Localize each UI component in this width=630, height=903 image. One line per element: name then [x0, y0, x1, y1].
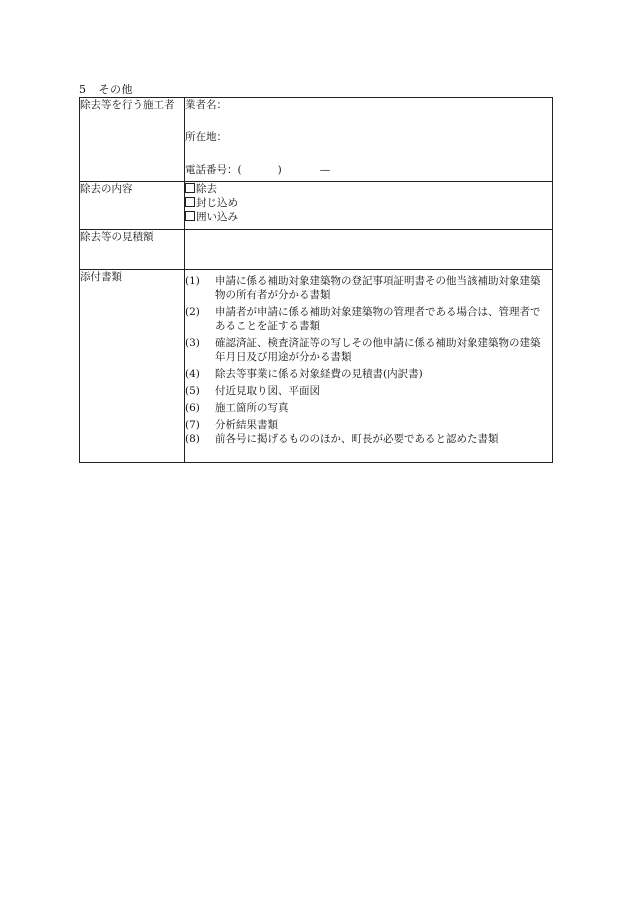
attachment-item [185, 336, 546, 364]
attachment-num: (8) [185, 433, 200, 445]
content-value [185, 182, 553, 230]
attachment-item [185, 432, 546, 446]
attachment-text: 申請者が申請に係る補助対象建築物の管理者である場合は、管理者であることを証する書類 [215, 306, 541, 332]
attachment-item [185, 384, 546, 398]
estimate-label [80, 230, 185, 270]
checkbox-icon[interactable] [185, 197, 195, 207]
attachment-num: (1) [185, 275, 200, 287]
estimate-label-text: 除去等の見積額 [80, 231, 154, 243]
option-encapsulation[interactable] [185, 196, 552, 210]
option-encapsulation-label: 封じ込め [196, 197, 238, 209]
section-number: 5 [79, 83, 87, 96]
contractor-name-field[interactable] [185, 98, 552, 113]
contractor-label [80, 98, 185, 182]
attachment-item [185, 305, 546, 333]
attachments-label [80, 270, 185, 463]
content-label [80, 182, 185, 230]
attachment-num: (5) [185, 385, 200, 397]
attachment-num: (6) [185, 402, 200, 414]
attachments-row [80, 270, 553, 463]
contractor-value [185, 98, 553, 182]
option-removal-label: 除去 [196, 183, 217, 195]
attachment-item [185, 367, 546, 381]
contractor-name-label: 業者名： [185, 99, 227, 111]
attachments-label-text: 添付書類 [80, 271, 122, 283]
option-enclosure-label: 囲い込み [196, 211, 238, 223]
attachments-value [185, 270, 553, 463]
attachment-num: (2) [185, 306, 200, 318]
attachment-text: 申請に係る補助対象建築物の登記事項証明書その他当該補助対象建築物の所有者が分かる書類 [215, 275, 541, 301]
attachment-item [185, 401, 546, 415]
other-info-table [79, 97, 553, 463]
attachment-item [185, 418, 546, 432]
section-heading [79, 81, 133, 97]
contractor-address-label: 所在地： [185, 131, 227, 143]
attachment-text: 分析結果書類 [215, 419, 278, 431]
phone-dash: — [319, 164, 331, 176]
attachment-num: (4) [185, 368, 200, 380]
attachment-text: 施工箇所の写真 [215, 402, 289, 414]
phone-label: 電話番号：( [185, 164, 242, 176]
content-row [80, 182, 553, 230]
content-label-text: 除去の内容 [80, 183, 133, 195]
attachment-text: 前各号に掲げるもののほか、町長が必要であると認めた書類 [215, 433, 499, 445]
contractor-label-text: 除去等を行う施工者 [80, 99, 175, 111]
attachment-num: (7) [185, 419, 200, 431]
attachment-item [185, 274, 546, 302]
contractor-address-field[interactable] [185, 130, 552, 145]
phone-close-paren: ) [277, 164, 282, 176]
option-enclosure[interactable] [185, 210, 552, 224]
option-removal[interactable] [185, 182, 552, 196]
estimate-row [80, 230, 553, 270]
estimate-value[interactable] [185, 230, 553, 270]
section-title: その他 [98, 83, 133, 96]
contractor-phone-field[interactable] [185, 163, 552, 178]
attachment-text: 確認済証、検査済証等の写しその他申請に係る補助対象建築物の建築年月日及び用途が分かる書類 [215, 337, 541, 363]
checkbox-icon[interactable] [185, 183, 195, 193]
contractor-row [80, 98, 553, 182]
attachment-num: (3) [185, 337, 200, 349]
checkbox-icon[interactable] [185, 211, 195, 221]
attachment-text: 除去等事業に係る対象経費の見積書(内訳書) [215, 368, 423, 380]
attachment-text: 付近見取り図、平面図 [215, 385, 320, 397]
